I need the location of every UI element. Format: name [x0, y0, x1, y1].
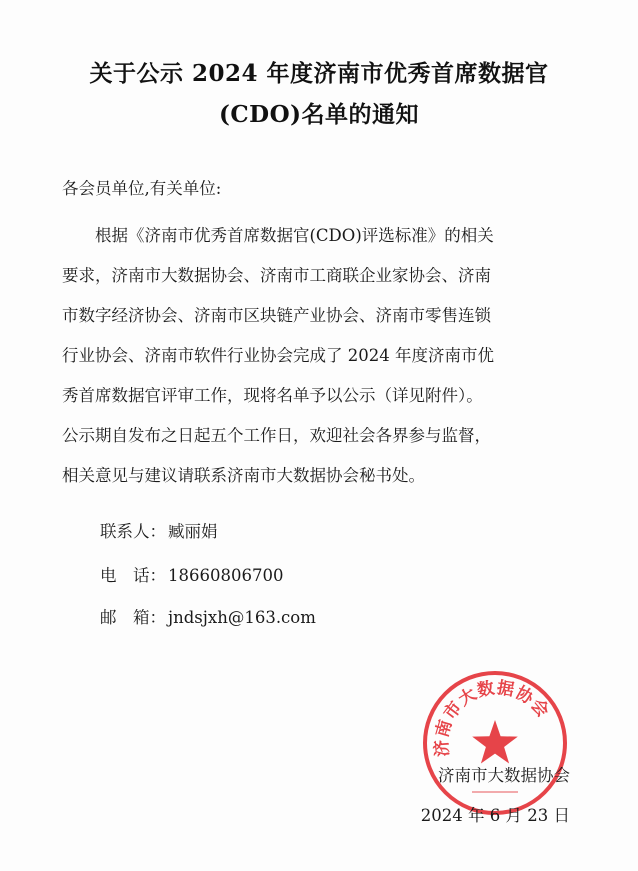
- seal-text: 济南市大数据协会: [431, 678, 554, 758]
- body-line: 相关意见与建议请联系济南市大数据协会秘书处。: [62, 466, 425, 485]
- official-seal-stamp: [420, 668, 570, 818]
- contact-person: [100, 518, 218, 542]
- body-line: 要求，济南市大数据协会、济南市工商联企业家协会、济南: [62, 266, 491, 285]
- body-line: 根据《济南市优秀首席数据官(CDO)评选标准》的相关: [62, 226, 494, 245]
- body-line: 公示期自发布之日起五个工作日，欢迎社会各界参与监督，: [62, 426, 491, 445]
- contact-email-value: jndsjxh@163.com: [168, 608, 316, 627]
- signature-date: 2024 年 6 月 23 日: [420, 806, 570, 825]
- seal-star-icon: [472, 720, 518, 764]
- contact-phone-label: 电 话：: [100, 566, 166, 585]
- document-title-line-1: 关于公示 2024 年度济南市优秀首席数据官: [89, 60, 549, 87]
- contact-phone-value: 18660806700: [168, 566, 284, 585]
- contact-email-label: 邮 箱：: [100, 608, 166, 627]
- contact-phone: [100, 562, 283, 586]
- contact-email: [100, 604, 316, 628]
- document-title-line-2: (CDO)名单的通知: [218, 101, 420, 128]
- contact-person-value: 臧丽娟: [168, 522, 218, 541]
- signature-organization: 济南市大数据协会: [438, 766, 570, 785]
- body-line: 行业协会、济南市软件行业协会完成了 2024 年度济南市优: [62, 346, 494, 365]
- body-line: 秀首席数据官评审工作，现将名单予以公示（详见附件）。: [62, 386, 483, 405]
- body-line: 市数字经济协会、济南市区块链产业协会、济南市零售连锁: [62, 306, 491, 325]
- contact-person-label: 联系人：: [100, 522, 166, 541]
- salutation: 各会员单位,有关单位:: [62, 179, 222, 198]
